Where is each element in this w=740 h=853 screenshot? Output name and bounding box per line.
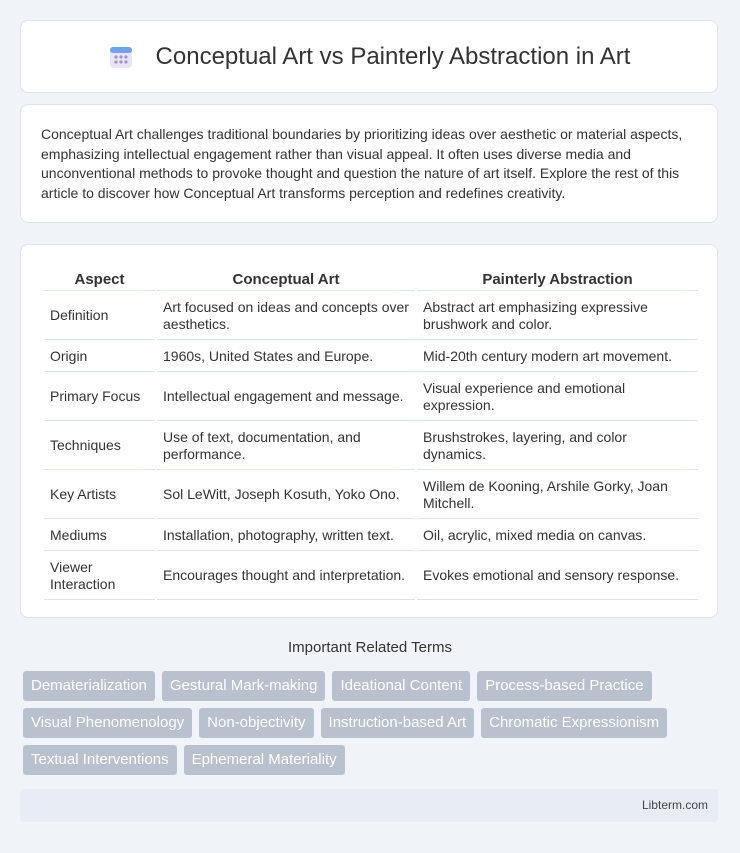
table-cell: Intellectual engagement and message. bbox=[157, 374, 415, 421]
comparison-table bbox=[42, 265, 700, 602]
table-cell: Use of text, documentation, and performance. bbox=[157, 423, 415, 470]
table-cell: Sol LeWitt, Joseph Kosuth, Yoko Ono. bbox=[157, 472, 415, 519]
table-cell: Key Artists bbox=[44, 472, 155, 519]
title-card bbox=[20, 20, 718, 93]
table-cell: Evokes emotional and sensory response. bbox=[417, 553, 698, 600]
table-row bbox=[44, 472, 698, 519]
table-row bbox=[44, 374, 698, 421]
calendar-grid-icon bbox=[108, 44, 134, 70]
table-cell: 1960s, United States and Europe. bbox=[157, 342, 415, 372]
table-cell: Mediums bbox=[44, 521, 155, 551]
footer-site-link[interactable]: Libterm.com bbox=[641, 798, 708, 812]
related-term-tag[interactable]: Chromatic Expressionism bbox=[481, 708, 667, 738]
table-cell: Willem de Kooning, Arshile Gorky, Joan Mitchell. bbox=[417, 472, 698, 519]
related-term-tag[interactable]: Process-based Practice bbox=[477, 671, 651, 701]
related-terms-list bbox=[23, 671, 723, 782]
intro-card bbox=[20, 104, 718, 223]
comparison-card bbox=[20, 244, 718, 618]
related-term-tag[interactable]: Ephemeral Materiality bbox=[184, 745, 345, 775]
table-cell: Techniques bbox=[44, 423, 155, 470]
table-cell: Art focused on ideas and concepts over aesthetics. bbox=[157, 293, 415, 340]
table-cell: Origin bbox=[44, 342, 155, 372]
related-term-tag[interactable]: Non-objectivity bbox=[199, 708, 313, 738]
page-title: Conceptual Art vs Painterly Abstraction in Art bbox=[155, 42, 631, 70]
table-row bbox=[44, 553, 698, 600]
table-header-row bbox=[44, 267, 698, 291]
footer bbox=[20, 789, 718, 822]
column-header: Painterly Abstraction bbox=[417, 267, 698, 291]
intro-text: Conceptual Art challenges traditional boundaries by prioritizing ideas over aesthetic or material aspects, emphasizing intellectual engagement rather than visual appeal. It often uses diverse media and unconventional methods to provoke thought and question the nature of art itself. Explore the rest of this article to discover how Conceptual Art transforms perception and redefines creativity. bbox=[41, 126, 683, 201]
table-cell: Installation, photography, written text. bbox=[157, 521, 415, 551]
table-cell: Viewer Interaction bbox=[44, 553, 155, 600]
related-term-tag[interactable]: Instruction-based Art bbox=[321, 708, 475, 738]
related-term-tag[interactable]: Gestural Mark-making bbox=[162, 671, 326, 701]
related-terms-title: Important Related Terms bbox=[288, 639, 452, 656]
table-cell: Mid-20th century modern art movement. bbox=[417, 342, 698, 372]
related-term-tag[interactable]: Dematerialization bbox=[23, 671, 155, 701]
column-header: Aspect bbox=[44, 267, 155, 291]
table-row bbox=[44, 521, 698, 551]
table-cell: Brushstrokes, layering, and color dynamics. bbox=[417, 423, 698, 470]
table-cell: Definition bbox=[44, 293, 155, 340]
table-row bbox=[44, 423, 698, 470]
column-header: Conceptual Art bbox=[157, 267, 415, 291]
table-row bbox=[44, 293, 698, 340]
related-term-tag[interactable]: Textual Interventions bbox=[23, 745, 177, 775]
table-cell: Primary Focus bbox=[44, 374, 155, 421]
related-term-tag[interactable]: Ideational Content bbox=[332, 671, 470, 701]
table-row bbox=[44, 342, 698, 372]
table-cell: Oil, acrylic, mixed media on canvas. bbox=[417, 521, 698, 551]
table-cell: Abstract art emphasizing expressive brushwork and color. bbox=[417, 293, 698, 340]
table-cell: Encourages thought and interpretation. bbox=[157, 553, 415, 600]
table-cell: Visual experience and emotional expression. bbox=[417, 374, 698, 421]
related-term-tag[interactable]: Visual Phenomenology bbox=[23, 708, 192, 738]
